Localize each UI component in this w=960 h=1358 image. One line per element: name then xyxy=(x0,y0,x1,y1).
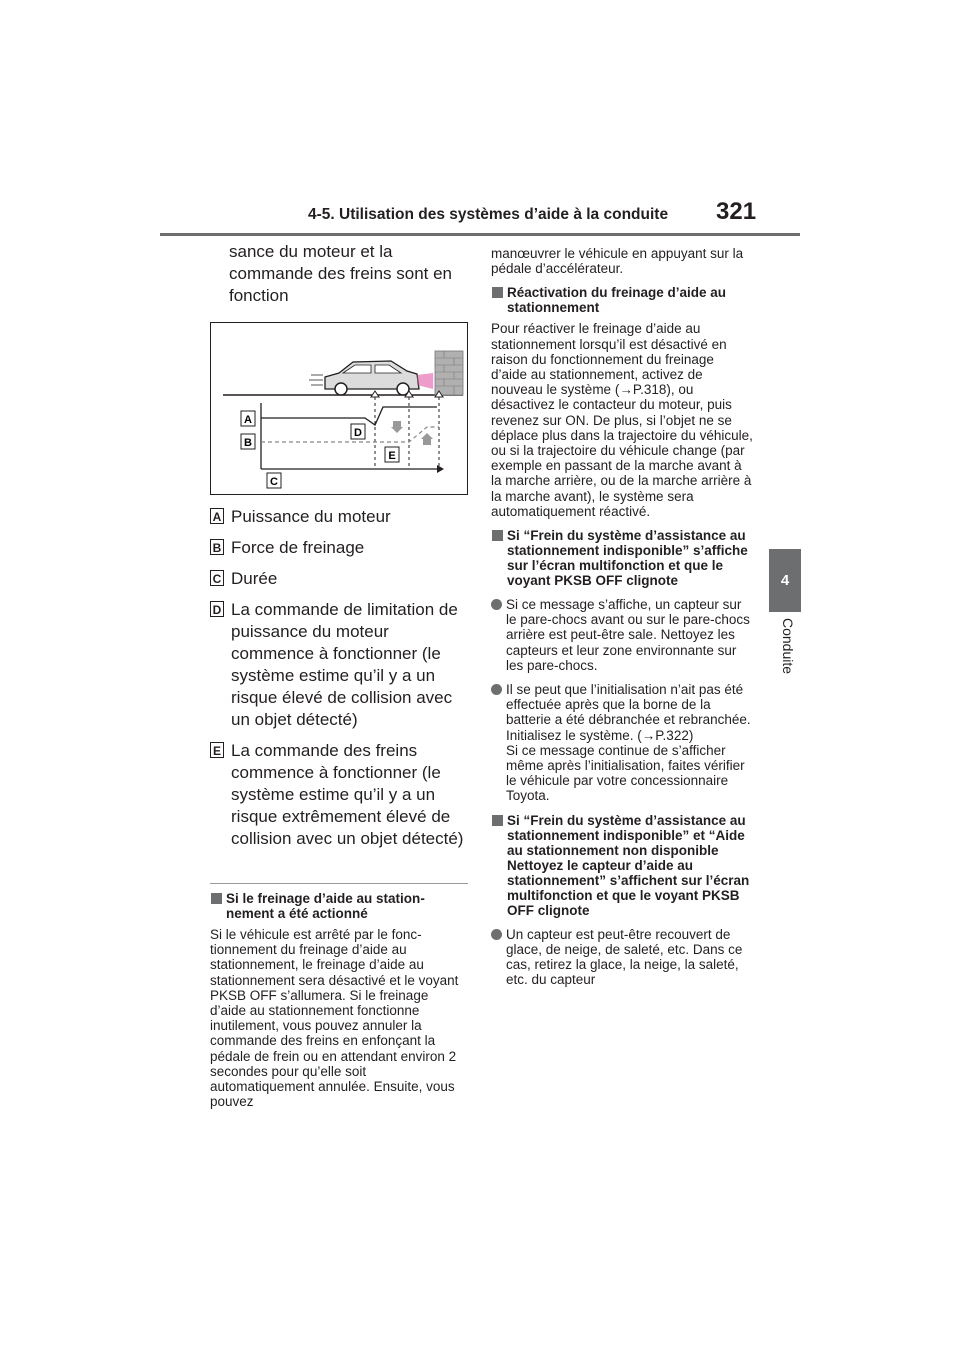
power-curve xyxy=(261,407,437,425)
legend-text-b: Force de freinage xyxy=(231,538,365,557)
right-column xyxy=(491,246,753,988)
section-heading-text: Si “Frein du système d’assistance au stationnement indisponible” et “Aide au stationnement non disponible Nettoyez le capteur d’aide au stationnement” s’affichent sur l’écran multifonction et que le voyant PKSB OFF clignote xyxy=(507,812,750,918)
limit-arrow-icon xyxy=(391,421,403,433)
page-number: 321 xyxy=(716,198,757,225)
label-e-badge xyxy=(385,447,399,462)
legend-key-b: B xyxy=(210,539,224,555)
legend-text-c: Durée xyxy=(231,569,278,588)
intro-text: sance du moteur et la commande des freins sont en fonction xyxy=(229,242,453,305)
chapter-tab: 4 xyxy=(769,549,801,612)
legend-item-e xyxy=(210,740,472,850)
bullet-item xyxy=(491,682,753,804)
figure-legend xyxy=(210,506,472,859)
label-c-badge xyxy=(267,473,281,488)
square-bullet-icon xyxy=(492,287,503,298)
header-rule xyxy=(160,233,800,236)
section-divider xyxy=(210,883,468,884)
legend-text-d: La commande de limitation de puissance du moteur commence à fonctionner (le système estime qu’il y a un risque élevé de collision avec un objet détecté) xyxy=(231,600,458,729)
round-bullet-icon xyxy=(491,684,502,695)
round-bullet-icon xyxy=(491,599,502,610)
round-bullet-icon xyxy=(491,929,502,940)
brick-wall-icon xyxy=(435,351,463,395)
square-bullet-icon xyxy=(492,530,503,541)
section-body: Si le véhicule est arrêté par le fonctionnement du freinage d’aide au stationnement, le freinage d’aide au stationnement sera désactivé et le voyant PKSB OFF s’allumera. Si le freinage d’aide au stationnement fonctionne inutilement, vous pouvez annuler la commande des freins en enfonçant la pédale de frein ou en attendant environ 2 secondes pour qu’elle soit automatiquement annulée. Ensuite, vous pouvez xyxy=(210,927,459,1110)
timing-diagram xyxy=(210,322,468,495)
section-header-title: 4-5. Utilisation des systèmes d’aide à la conduite xyxy=(308,206,669,223)
legend-text-e: La commande des freins commence à fonctionner (le système estime qu’il y a un risque extrêmement élevé de collision avec un objet détecté) xyxy=(231,741,464,848)
section-heading-text: Si “Frein du système d’assistance au stationnement indisponible” s’affiche sur l’écran multifonction et que le voyant PKSB OFF clignote xyxy=(507,528,748,589)
car-icon xyxy=(309,361,419,395)
bullet-text: Si ce message s’affiche, un capteur sur le pare-chocs avant ou sur le pare-chocs arrière est peut-être sale. Nettoyez les capteurs et leur zone environnante sur les pare-chocs. xyxy=(506,597,750,673)
brake-curve xyxy=(261,427,439,442)
bullet-item xyxy=(491,927,753,988)
label-c: C xyxy=(270,476,278,488)
section-heading xyxy=(210,891,468,921)
legend-text-a: Puissance du moteur xyxy=(231,507,391,526)
section-heading-text: Réactivation du freinage d’aide au stationnement xyxy=(507,285,727,316)
chapter-label: Conduite xyxy=(780,618,796,675)
label-d: D xyxy=(354,427,362,439)
label-d-badge xyxy=(351,424,365,439)
legend-item-b xyxy=(210,537,472,559)
section-heading-reactivation xyxy=(491,285,753,315)
legend-key-a: A xyxy=(210,508,224,524)
sensor-wave-icon xyxy=(417,373,433,389)
section-parking-brake-activated xyxy=(210,891,468,1109)
label-b-badge xyxy=(241,434,255,449)
continuation-text: manœuvrer le véhicule en appuyant sur la pédale d’accélérateur. xyxy=(491,246,744,277)
legend-key-c: C xyxy=(210,570,224,586)
label-a: A xyxy=(244,414,252,426)
brake-arrow-icon xyxy=(421,433,433,445)
section-heading-sensor-dirty xyxy=(491,813,753,918)
label-a-badge xyxy=(241,411,255,426)
bullet-text: Un capteur est peut-être recouvert de glace, de neige, de saleté, etc. Dans ce cas, retirez la glace, la neige, la saleté, etc. du capteur xyxy=(506,926,743,988)
legend-item-a xyxy=(210,506,472,528)
legend-key-e: E xyxy=(210,742,224,758)
legend-item-c xyxy=(210,568,472,590)
square-bullet-icon xyxy=(211,893,222,904)
time-axis-arrow xyxy=(437,465,444,473)
square-bullet-icon xyxy=(492,815,503,826)
section-heading-text: Si le freinage d’aide au stationnement a été actionné xyxy=(226,891,425,921)
marker-arrow xyxy=(371,391,379,397)
section-body-reactivation: Pour réactiver le freinage d’aide au stationnement lorsqu’il est désactivé en raison du fonctionnement du freinage d’aide au stationnement, activez de nouveau le système (→P.318), ou désactivez le contacteur du moteur, puis revenez sur ON. De plus, si l’objet ne se déplace plus dans la trajectoire du véhicule, ou si la trajectoire du véhicule change (par exemple en passant de la marche avant à la marche arrière, ou de la marche arrière à la marche avant), le système sera automatiquement réactivé. xyxy=(491,321,753,519)
label-e: E xyxy=(388,450,396,462)
legend-item-d xyxy=(210,599,472,731)
timing-diagram-svg xyxy=(211,323,467,494)
bullet-item xyxy=(491,597,753,673)
section-heading-unavailable xyxy=(491,528,753,588)
label-b: B xyxy=(244,437,252,449)
legend-key-d: D xyxy=(210,601,224,617)
bullet-text: Il se peut que l’initialisation n’ait pas été effectuée après que la borne de la batterie a été débranchée et rebranchée. Initialisez le système. (→P.322) Si ce message continue de s’afficher même après l’initialisation, faites vérifier le véhicule par votre concessionnaire Toyota. xyxy=(506,682,751,804)
